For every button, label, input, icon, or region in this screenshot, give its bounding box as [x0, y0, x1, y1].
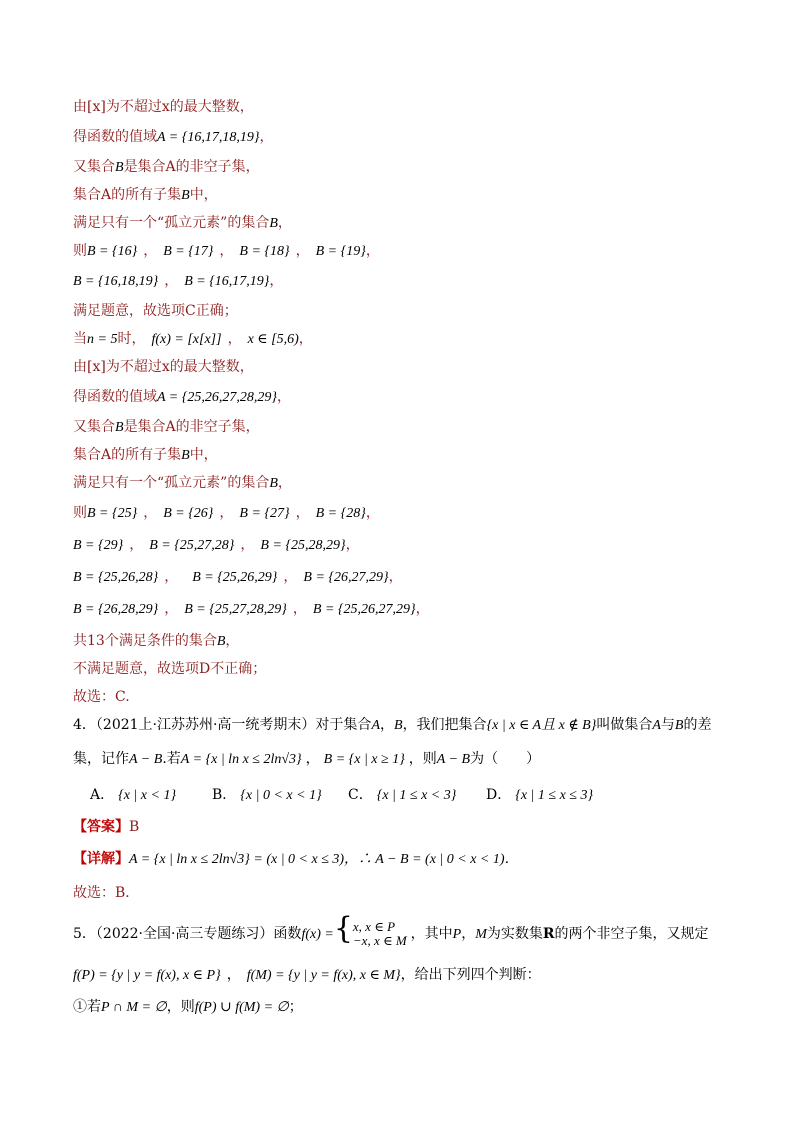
question-5-stem: 5．（2022·全国·高三专题练习）函数f(x) ={x, x ∈ P −x, x ∈ M ，其中P，M为实数集R的两个非空子集，又规定 [73, 911, 709, 948]
text-line: B = {16,18,19} ， B = {16,17,19}， [73, 273, 284, 289]
piecewise-brace: { [333, 911, 353, 946]
choose-line: 故选：B． [73, 885, 140, 901]
text-line: 则B = {16} ， B = {17} ， B = {18} ， B = {19}， [73, 243, 380, 259]
text-line: 集合A的所有子集B中， [73, 447, 218, 463]
judgment-1: ①若P ∩ M = ∅，则f(P) ∪ f(M) = ∅； [73, 999, 303, 1015]
text-line: 共13个满足条件的集合B， [73, 633, 240, 649]
text-line: 满足只有一个“孤立元素”的集合B， [73, 215, 292, 231]
option-b[interactable]: B． {x | 0 < x < 1} [212, 787, 322, 803]
text-line: B = {25,26,28} ， B = {25,26,29} ， B = {26,27,29}， [73, 569, 403, 585]
text-line: 得函数的值域A = {25,26,27,28,29}， [73, 389, 291, 405]
answer-line: 【答案】B [73, 819, 140, 835]
text-line: 不满足题意，故选项D不正确； [73, 661, 267, 677]
question-4-stem: 4．（2021上·江苏苏州·高一统考期末）对于集合A，B，我们把集合{x | x ∈ A且 x ∉ B}叫做集合A与B的差 [73, 717, 712, 733]
text-line: 满足只有一个“孤立元素”的集合B， [73, 475, 292, 491]
option-d[interactable]: D． {x | 1 ≤ x ≤ 3} [486, 787, 594, 803]
text-line: B = {29} ， B = {25,27,28} ， B = {25,28,29}， [73, 537, 360, 553]
text-line: B = {26,28,29} ， B = {25,27,28,29} ， B = {25,26,27,29}， [73, 601, 430, 617]
option-c[interactable]: C． {x | 1 ≤ x < 3} [348, 787, 457, 803]
piecewise-cases: x, x ∈ P −x, x ∈ M [352, 919, 407, 948]
text-line: 又集合B是集合A的非空子集， [73, 159, 260, 175]
text-line: 当n = 5时， f(x) = [x[x]] ， x ∈ [5,6)， [73, 331, 313, 347]
text-line: 由[x]为不超过x的最大整数， [73, 359, 254, 375]
text-line: 得函数的值域A = {16,17,18,19}， [73, 129, 274, 145]
text-line: 又集合B是集合A的非空子集， [73, 419, 260, 435]
option-a[interactable]: A． {x | x < 1} [90, 787, 177, 803]
text-line: 集合A的所有子集B中， [73, 187, 218, 203]
text-line: 由[x]为不超过x的最大整数， [73, 99, 254, 115]
detail-line: 【详解】A = {x | ln x ≤ 2ln√3} = (x | 0 < x ≤ 3)，∴ A − B = (x | 0 < x < 1)． [73, 851, 519, 867]
text-line: 满足题意，故选项C正确； [73, 303, 238, 319]
text-line: 则B = {25} ， B = {26} ， B = {27} ， B = {28}， [73, 505, 380, 521]
question-5-def: f(P) = {y | y = f(x), x ∈ P} ， f(M) = {y | y = f(x), x ∈ M}，给出下列四个判断： [73, 967, 541, 983]
text-line: 故选：C. [73, 689, 130, 705]
question-4-stem-cont: 集，记作A − B.若A = {x | ln x ≤ 2ln√3} ， B = {x | x ≥ 1} ，则A − B为（ ） [73, 751, 541, 767]
